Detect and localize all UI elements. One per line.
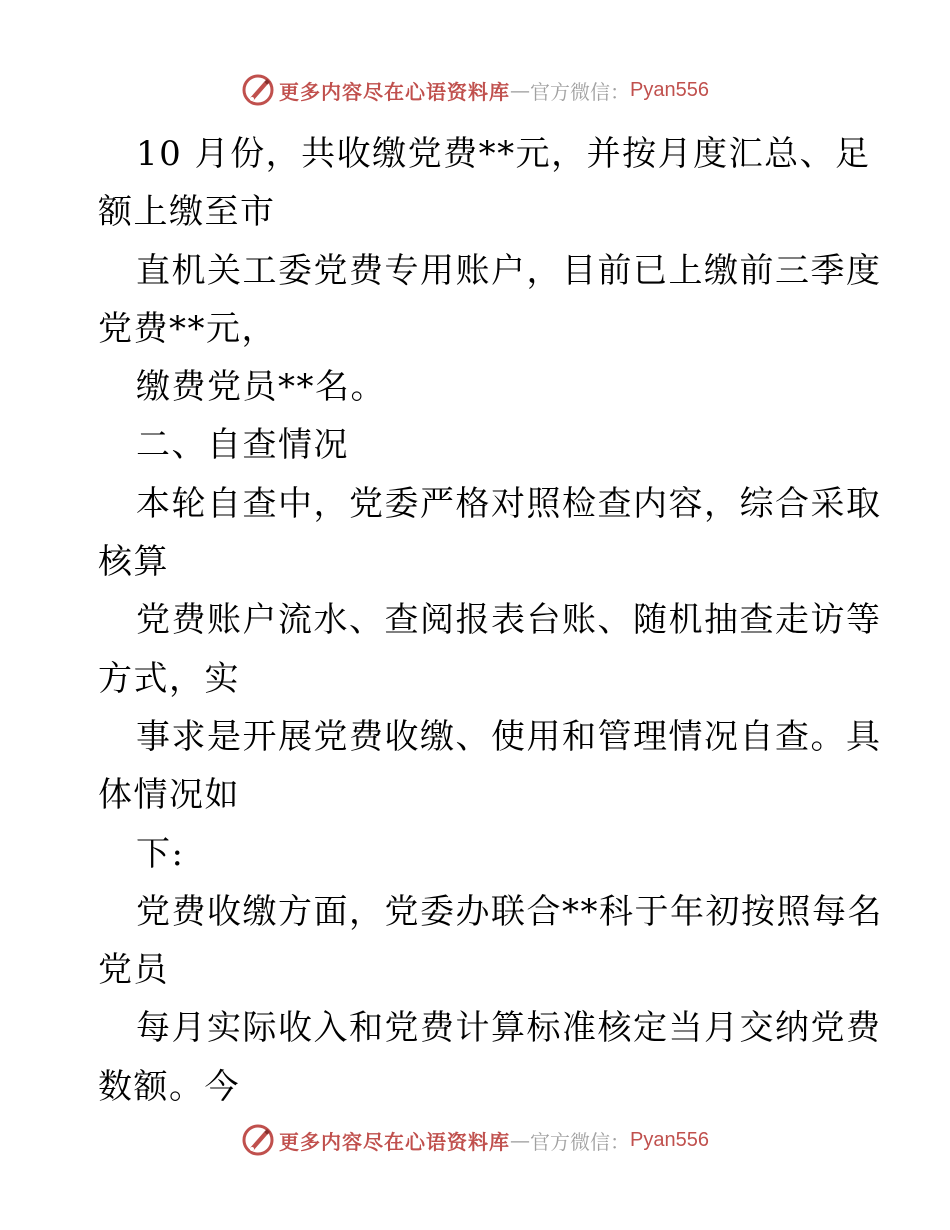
body-line: 核算 [98, 542, 169, 583]
watermark-wechat-id: Pyan556 [630, 78, 709, 101]
watermark-site-text: 更多内容尽在心语资料库 [279, 1129, 511, 1154]
watermark-wechat-label: 官方微信： [530, 1129, 631, 1154]
body-line: 每月实际收入和党费计算标准核定当月交纳党费 [136, 1008, 882, 1049]
pen-logo-icon [241, 73, 275, 107]
body-line: 额上缴至市 [98, 192, 276, 233]
body-line: 本轮自查中，党委严格对照检查内容，综合采取 [136, 483, 882, 524]
watermark-separator: — [510, 78, 531, 102]
watermark-wechat-label: 官方微信： [530, 79, 631, 104]
body-line: 方式，实 [98, 658, 240, 699]
body-line: 党员 [98, 950, 169, 991]
body-line: 党费账户流水、查阅报表台账、随机抽查走访等 [136, 600, 882, 641]
watermark-separator: — [510, 1128, 531, 1152]
body-line: 事求是开展党费收缴、使用和管理情况自查。具 [136, 716, 882, 757]
footer-watermark [0, 1120, 950, 1160]
document-body [98, 125, 883, 1116]
body-line: 缴费党员**名。 [136, 367, 386, 408]
body-line: 下: [136, 833, 185, 874]
body-line: 直机关工委党费专用账户，目前已上缴前三季度 [136, 250, 882, 291]
header-watermark [0, 70, 950, 110]
body-line: 数额。今 [98, 1066, 240, 1107]
body-line: 体情况如 [98, 775, 240, 816]
body-line: 党费收缴方面，党委办联合**科于年初按照每名 [136, 891, 883, 932]
section-heading: 二、自查情况 [136, 425, 349, 466]
pen-logo-icon [241, 1123, 275, 1157]
watermark-wechat-id: Pyan556 [630, 1128, 709, 1151]
watermark-site-text: 更多内容尽在心语资料库 [279, 79, 511, 104]
body-line: 党费**元， [98, 308, 277, 349]
body-line: 10 月份，共收缴党费**元，并按月度汇总、足 [136, 134, 871, 174]
